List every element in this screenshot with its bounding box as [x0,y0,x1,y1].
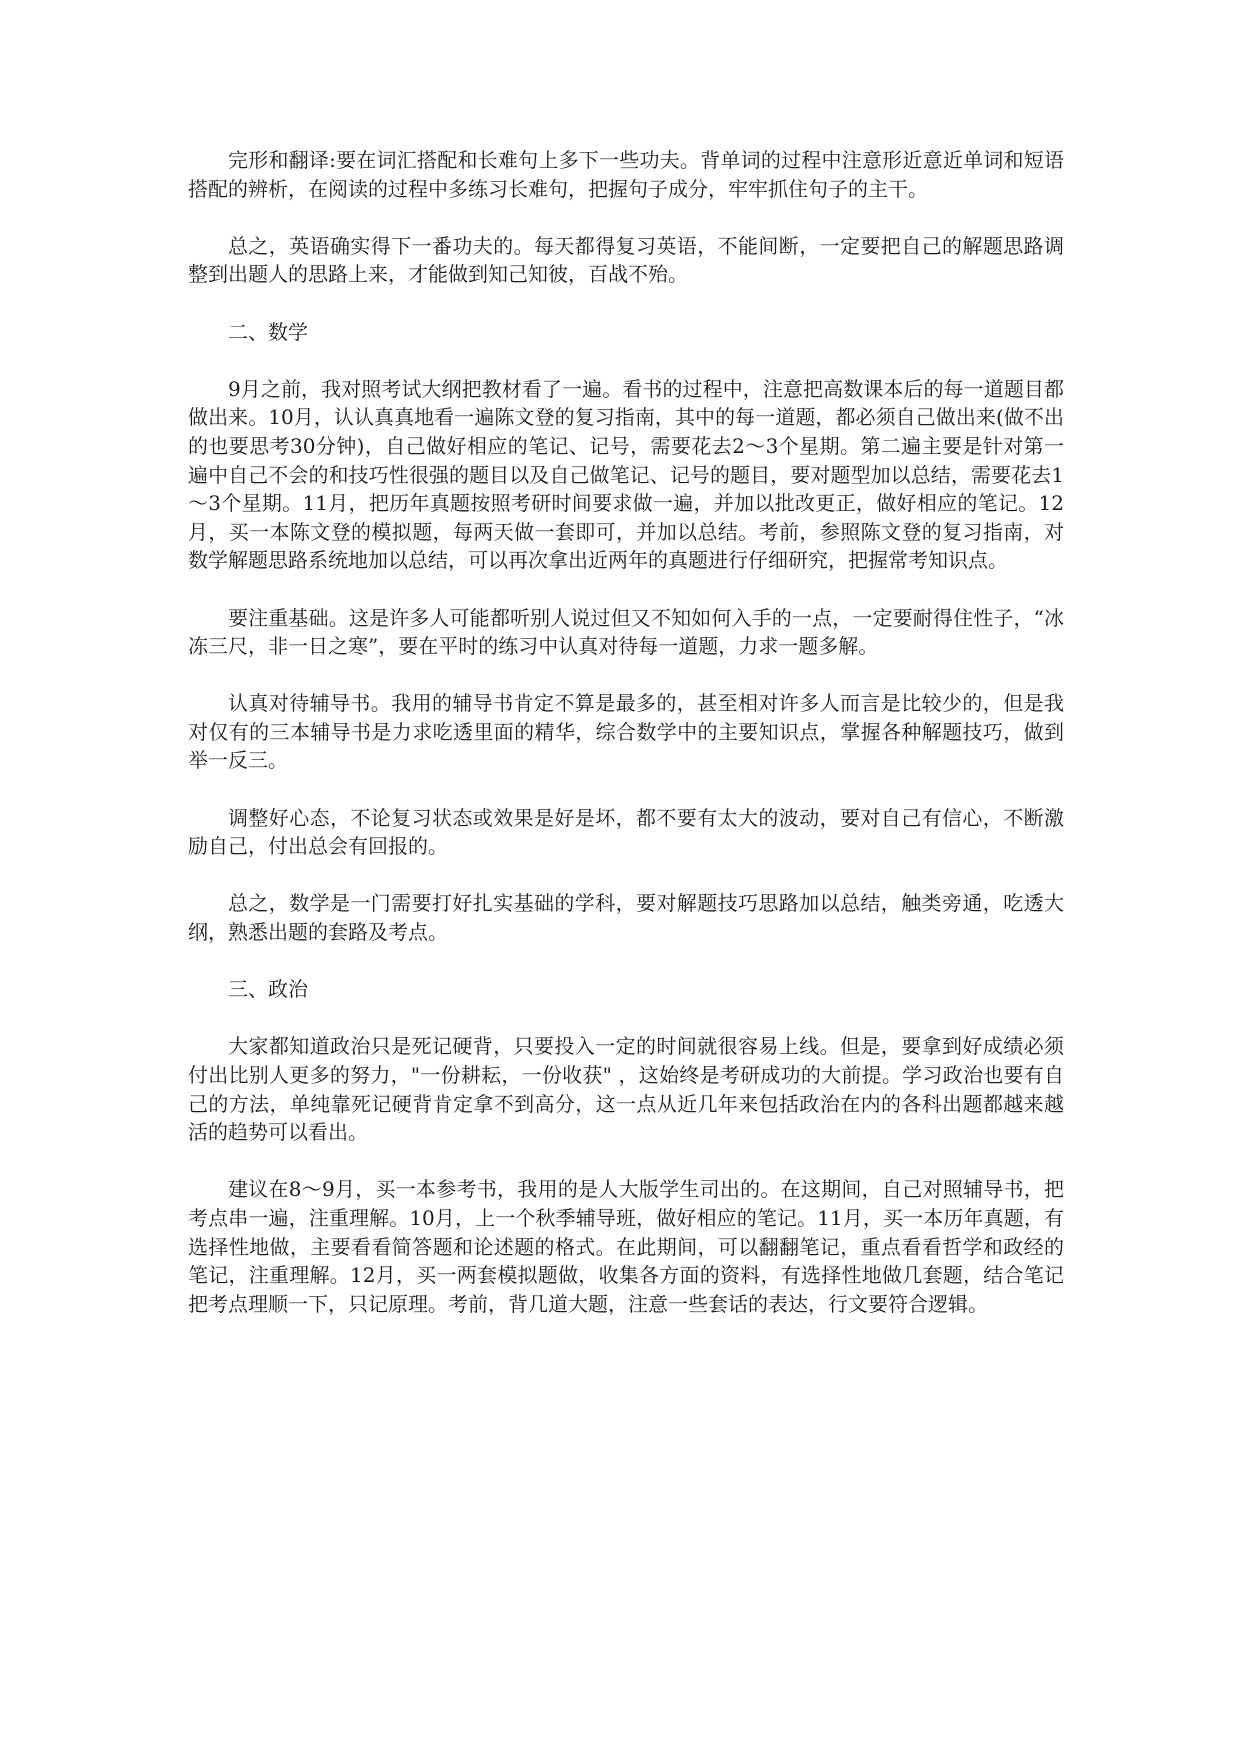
paragraph-math-mindset: 调整好心态，不论复习状态或效果是好是坏，都不要有太大的波动，要对自己有信心，不断激励自己，付出总会有回报的。 [188,805,1064,859]
paragraph-math-schedule: 9月之前，我对照考试大纲把教材看了一遍。看书的过程中，注意把高数课本后的每一道题目都做出来。10月，认认真真地看一遍陈文登的复习指南，其中的每一道题，都必须自己做出来(做不出的也要思考30分钟)，自己做好相应的笔记、记号，需要花去2～3个星期。第二遍主要是针对第一遍中自己不会的和技巧性很强的题目以及自己做笔记、记号的题目，要对题型加以总结，需要花去1～3个星期。11月，把历年真题按照考研时间要求做一遍，并加以批改更正，做好相应的笔记。12月，买一本陈文登的模拟题，每两天做一套即可，并加以总结。考前，参照陈文登的复习指南，对数学解题思路系统地加以总结，可以再次拿出近两年的真题进行仔细研究，把握常考知识点。 [188,376,1064,573]
section-heading-politics: 三、政治 [228,977,308,1002]
paragraph-politics-intro: 大家都知道政治只是死记硬背，只要投入一定的时间就很容易上线。但是，要拿到好成绩必须付出比别人更多的努力，"一份耕耘，一份收获" ，这始终是考研成功的大前提。学习政治也要有自己的方法，单纯靠死记硬背肯定拿不到高分，这一点从近几年来包括政治在内的各科出题都越来越活的趋势可以看出。 [188,1034,1064,1145]
paragraph-english-summary: 总之，英语确实得下一番功夫的。每天都得复习英语，不能间断，一定要把自己的解题思路调整到出题人的思路上来，才能做到知己知彼，百战不殆。 [188,233,1064,287]
paragraph-politics-schedule: 建议在8～9月，买一本参考书，我用的是人大版学生司出的。在这期间，自己对照辅导书，把考点串一遍，注重理解。10月，上一个秋季辅导班，做好相应的笔记。11月，买一本历年真题，有选择性地做，主要看看简答题和论述题的格式。在此期间，可以翻翻笔记，重点看看哲学和政经的笔记，注重理解。12月，买一两套模拟题做，收集各方面的资料，有选择性地做几套题，结合笔记把考点理顺一下，只记原理。考前，背几道大题，注意一些套话的表达，行文要符合逻辑。 [188,1177,1064,1316]
document-body [188,146,1064,1347]
paragraph-math-basics: 要注重基础。这是许多人可能都听别人说过但又不知如何入手的一点，一定要耐得住性子，“冰冻三尺，非一日之寒”，要在平时的练习中认真对待每一道题，力求一题多解。 [188,605,1064,659]
paragraph-math-summary: 总之，数学是一门需要打好扎实基础的学科，要对解题技巧思路加以总结，触类旁通，吃透大纲，熟悉出题的套路及考点。 [188,891,1064,945]
section-heading-math: 二、数学 [228,319,308,344]
paragraph-cloze-translation: 完形和翻译:要在词汇搭配和长难句上多下一些功夫。背单词的过程中注意形近意近单词和短语搭配的辨析，在阅读的过程中多练习长难句，把握句子成分，牢牢抓住句子的主干。 [188,148,1064,201]
paragraph-math-books: 认真对待辅导书。我用的辅导书肯定不算是最多的，甚至相对许多人而言是比较少的，但是我对仅有的三本辅导书是力求吃透里面的精华，综合数学中的主要知识点，掌握各种解题技巧，做到举一反三。 [188,691,1064,773]
